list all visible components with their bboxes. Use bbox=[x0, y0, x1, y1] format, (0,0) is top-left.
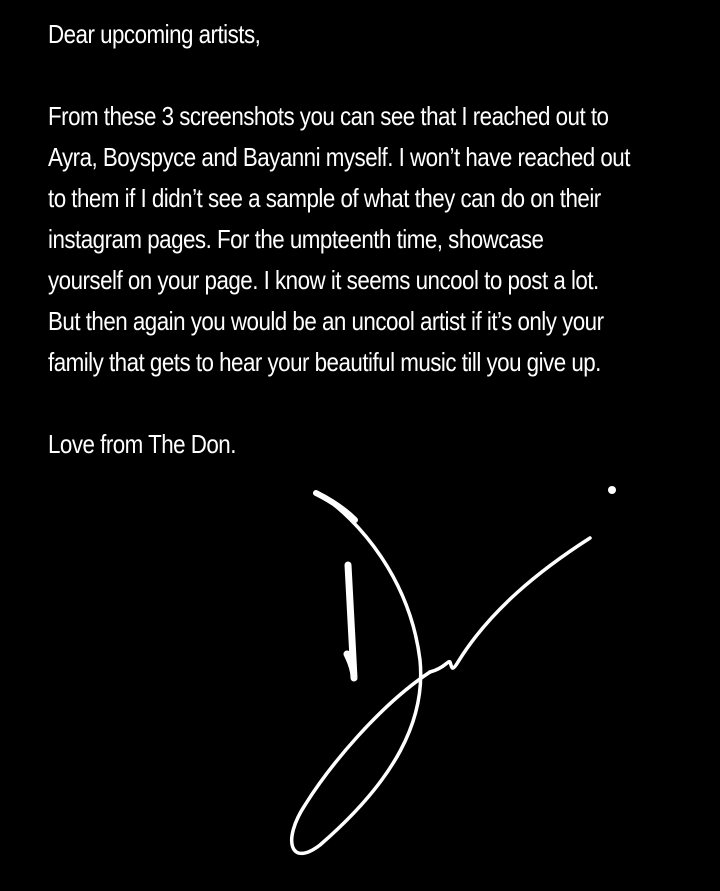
body-line: Ayra, Boyspyce and Bayanni myself. I won’t have reached out bbox=[48, 142, 630, 172]
body-line: instagram pages. For the umpteenth time, showcase bbox=[48, 224, 544, 254]
body-line: family that gets to hear your beautiful music till you give up. bbox=[48, 347, 601, 377]
signature-dot bbox=[608, 486, 616, 494]
signature-stroke-start bbox=[316, 493, 355, 520]
body-line: But then again you would be an uncool artist if it’s only your bbox=[48, 306, 604, 336]
signature-stroke-hook bbox=[347, 565, 354, 678]
salutation: Dear upcoming artists, bbox=[48, 19, 261, 49]
body-line: to them if I didn’t see a sample of what they can do on their bbox=[48, 183, 601, 213]
body-line: From these 3 screenshots you can see that I reached out to bbox=[48, 101, 609, 131]
body-line: yourself on your page. I know it seems uncool to post a lot. bbox=[48, 265, 599, 295]
signature-stroke-tail bbox=[430, 538, 590, 672]
closing: Love from The Don. bbox=[48, 429, 236, 459]
signature-stroke-arc bbox=[292, 493, 430, 853]
